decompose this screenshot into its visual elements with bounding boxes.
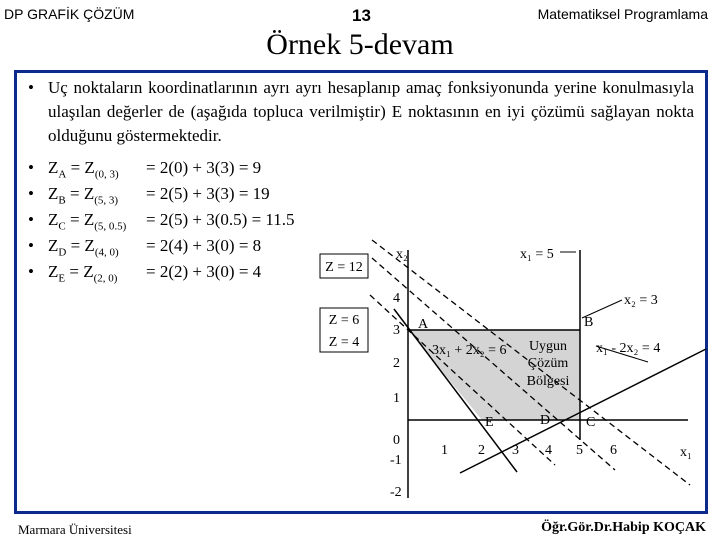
region-label-line: Uygun	[528, 339, 568, 354]
paragraph-text: Uç noktaların koordinatlarının ayrı ayrı hesaplanıp amaç fonksiyonunda yerine konulmasıyla ulaşılan değerler de (aşağıda topluca verilmiştir) E noktasının en iyi çözümü sağlayan nokta olduğunu göstermektedir.	[48, 78, 694, 145]
footer-author: Öğr.Gör.Dr.Habip KOÇAK	[541, 520, 706, 535]
region-label-line: Bölgesi	[526, 374, 570, 389]
point-d-label: D	[540, 413, 551, 428]
constraint-label-x1-5: x₁ = 5	[520, 247, 554, 262]
y-axis-label: x₂	[396, 247, 408, 262]
evaluation-lhs: $Z_E = Z_{(2, 0)}$	[48, 262, 118, 285]
z12-label: Z = 12	[325, 260, 363, 275]
evaluation-rhs: = 2(2) + 3(0) = 4	[146, 262, 262, 281]
constraint-label-x2-3: x₂ = 3	[624, 293, 658, 308]
y-tick: 1	[393, 391, 400, 406]
y-tick: -1	[390, 453, 402, 468]
y-tick: 4	[393, 291, 400, 306]
evaluation-rhs: = 2(5) + 3(0.5) = 11.5	[146, 210, 295, 229]
evaluation-rhs: = 2(0) + 3(3) = 9	[146, 158, 262, 177]
slide-title: Örnek 5-devam	[266, 28, 454, 61]
z4-label: Z = 4	[328, 335, 360, 350]
constraint-label-3x1-2x2-6: 3x₁ + 2x₂ = 6	[432, 343, 507, 358]
footer-university: Marmara Üniversitesi	[18, 522, 132, 537]
page-number: 13	[352, 6, 371, 25]
x-tick: 3	[512, 443, 519, 458]
bullet-icon: •	[28, 262, 34, 281]
evaluation-lhs: $Z_A = Z_{(0, 3)}$	[48, 158, 119, 181]
x-tick: 2	[478, 443, 485, 458]
evaluation-lhs: $Z_D = Z_{(4, 0)}$	[48, 236, 119, 259]
header-course-title: Matematiksel Programlama	[537, 6, 708, 22]
region-label-line: Çözüm	[527, 356, 569, 371]
bullet-icon: •	[28, 158, 34, 177]
x-tick: 1	[441, 443, 448, 458]
y-tick: -2	[390, 485, 402, 500]
bullet-icon: •	[28, 236, 34, 255]
x-tick: 4	[545, 443, 552, 458]
point-b-label: B	[584, 315, 594, 330]
y-tick: 3	[393, 323, 400, 338]
evaluation-rhs: = 2(5) + 3(3) = 19	[146, 184, 270, 203]
point-a-label: A	[418, 317, 429, 332]
constraint-label-x1-2x2-4: x₁ - 2x₂ = 4	[596, 341, 661, 356]
header-section-title: DP GRAFİK ÇÖZÜM	[4, 6, 135, 22]
y-tick: 0	[393, 433, 400, 448]
evaluation-lhs: $Z_C = Z_{(5, 0.5)}$	[48, 210, 127, 233]
x-axis-label: x₁	[680, 445, 692, 460]
x-tick: 5	[576, 443, 583, 458]
bullet-icon: •	[28, 78, 34, 97]
bullet-icon: •	[28, 210, 34, 229]
point-e-label: E	[485, 415, 494, 430]
y-tick: 2	[393, 356, 400, 371]
point-c-label: C	[586, 415, 596, 430]
evaluation-lhs: $Z_B = Z_{(5, 3)}$	[48, 184, 119, 207]
x-tick: 6	[610, 443, 617, 458]
z6-label: Z = 6	[328, 313, 360, 328]
evaluation-rhs: = 2(4) + 3(0) = 8	[146, 236, 262, 255]
bullet-icon: •	[28, 184, 34, 203]
